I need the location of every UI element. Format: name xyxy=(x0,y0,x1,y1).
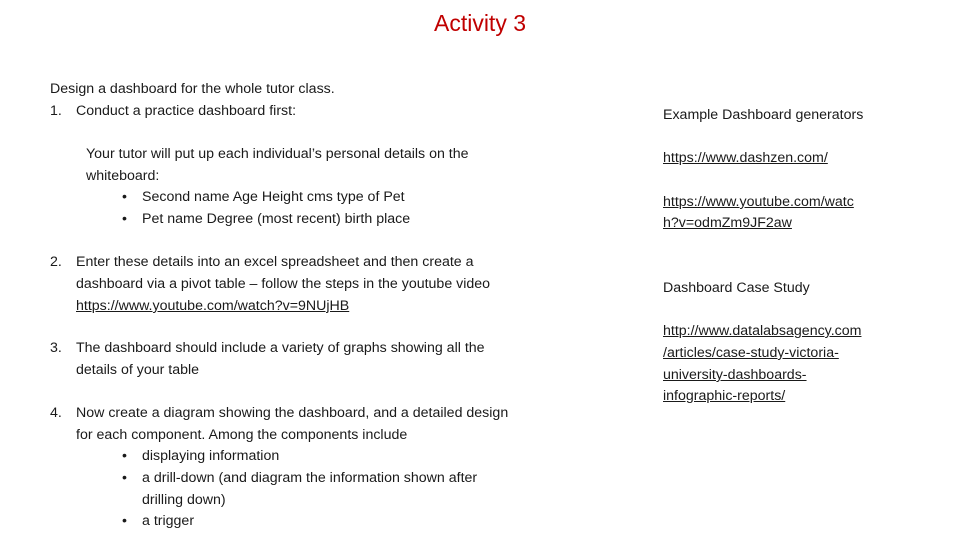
youtube-generator-link[interactable] xyxy=(663,192,854,214)
step-1-detail-line-2: whiteboard: xyxy=(86,168,160,184)
step-4-bullet-1 xyxy=(122,446,279,468)
bullet-icon: • xyxy=(122,211,127,227)
generators-heading: Example Dashboard generators xyxy=(663,107,864,123)
step-4-line-2: for each component. Among the components include xyxy=(76,427,408,443)
case-study-link-line-2[interactable]: /articles/case-study-victoria- xyxy=(663,345,839,361)
dashzen-link[interactable] xyxy=(663,148,828,170)
case-study-link-cont-3[interactable] xyxy=(663,386,785,408)
step-1-detail-line-1: Your tutor will put up each individual’s personal details on the xyxy=(86,146,469,162)
case-study-heading: Dashboard Case Study xyxy=(663,280,810,296)
step-3 xyxy=(50,338,485,360)
step-2-line-1: Enter these details into an excel spreadsheet and then create a xyxy=(76,254,474,270)
case-study-link[interactable] xyxy=(663,321,861,343)
intro-text: Design a dashboard for the whole tutor class. xyxy=(50,81,335,97)
step-4-bullet-3 xyxy=(122,511,194,533)
youtube-generator-link-line-2[interactable]: h?v=odmZm9JF2aw xyxy=(663,215,792,231)
step-2-line-2: dashboard via a pivot table – follow the steps in the youtube video xyxy=(76,276,491,292)
step-2 xyxy=(50,252,474,274)
step-4-number: 4. xyxy=(50,405,62,421)
step-3-number: 3. xyxy=(50,340,62,356)
bullet-text: Second name Age Height cms type of Pet xyxy=(142,189,405,205)
bullet-text: a trigger xyxy=(142,513,195,529)
step-1-text: Conduct a practice dashboard first: xyxy=(76,103,297,119)
bullet-text: Pet name Degree (most recent) birth place xyxy=(142,211,411,227)
case-study-link-cont-1[interactable] xyxy=(663,343,839,365)
step-4-line-1: Now create a diagram showing the dashboard, and a detailed design xyxy=(76,405,509,421)
step-1-bullet-1 xyxy=(122,187,405,209)
step-4-bullet-2-continued: drilling down) xyxy=(142,492,226,508)
case-study-link-line-1[interactable]: http://www.datalabsagency.com xyxy=(663,323,862,339)
dashzen-link-text[interactable]: https://www.dashzen.com/ xyxy=(663,150,828,166)
youtube-generator-link-line-1[interactable]: https://www.youtube.com/watc xyxy=(663,194,854,210)
bullet-text: a drill-down (and diagram the information shown after xyxy=(142,470,478,486)
bullet-icon: • xyxy=(122,448,127,464)
step-1-bullet-2 xyxy=(122,209,410,231)
step-3-line-1: The dashboard should include a variety of graphs showing all the xyxy=(76,340,485,356)
youtube-generator-link-cont[interactable] xyxy=(663,213,792,235)
step-2-number: 2. xyxy=(50,254,62,270)
case-study-link-line-4[interactable]: infographic-reports/ xyxy=(663,388,786,404)
bullet-icon: • xyxy=(122,513,127,529)
step-1-number: 1. xyxy=(50,103,62,119)
page-title: Activity 3 xyxy=(433,10,527,36)
bullet-icon: • xyxy=(122,470,127,486)
case-study-link-cont-2[interactable] xyxy=(663,365,807,387)
step-4 xyxy=(50,403,508,425)
case-study-link-line-3[interactable]: university-dashboards- xyxy=(663,367,807,383)
step-4-bullet-2 xyxy=(122,468,477,490)
step-1 xyxy=(50,101,296,123)
bullet-icon: • xyxy=(122,189,127,205)
bullet-text: displaying information xyxy=(142,448,280,464)
step-2-video-link[interactable] xyxy=(76,296,349,318)
step-3-line-2: details of your table xyxy=(76,362,200,378)
step-2-video-link-text[interactable]: https://www.youtube.com/watch?v=9NUjHB xyxy=(76,298,350,314)
